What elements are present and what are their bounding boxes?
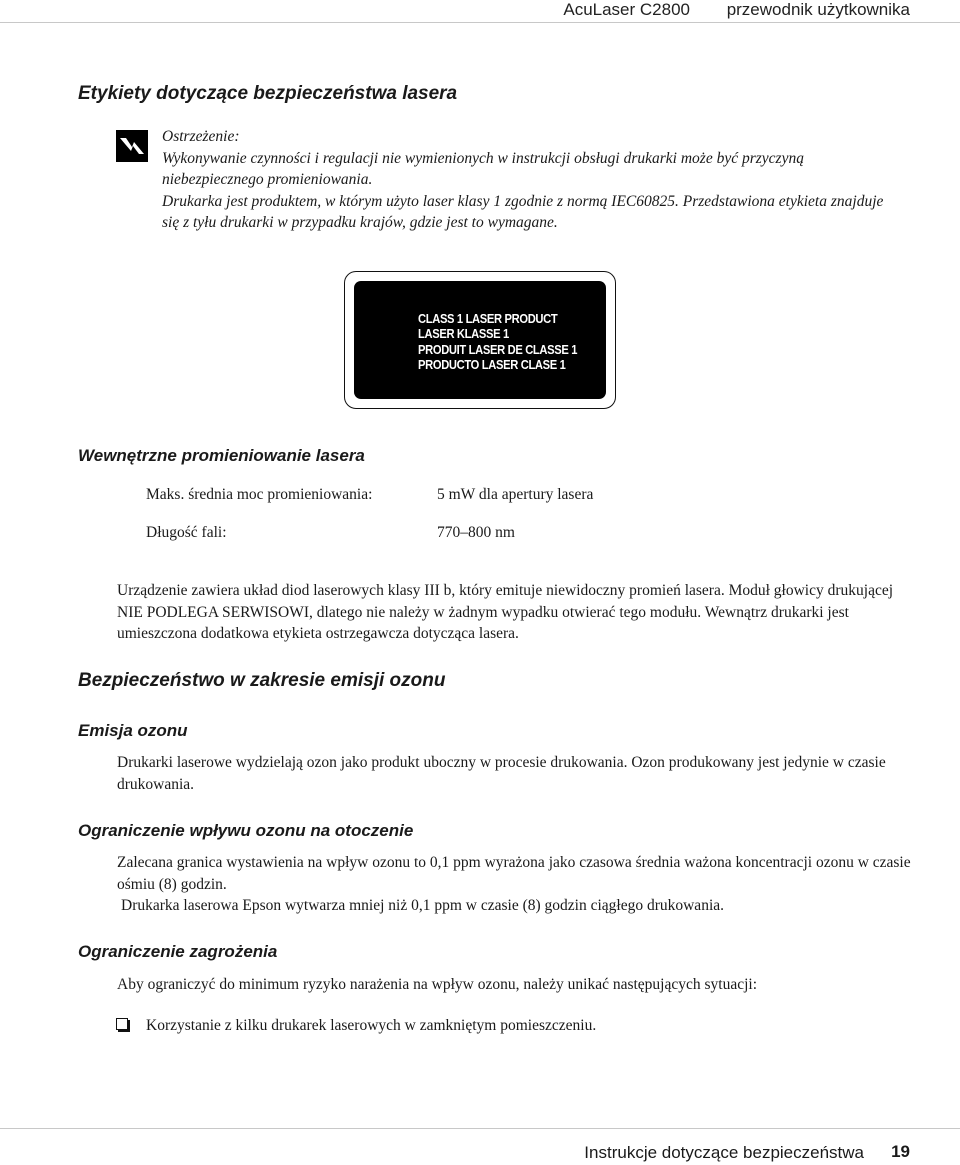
laser-class-label-text — [418, 311, 577, 372]
header-doc-title: przewodnik użytkownika — [726, 0, 910, 19]
header-product-name: AcuLaser C2800 — [563, 0, 690, 19]
warning-title: Ostrzeżenie: — [162, 128, 240, 145]
warning-text-1: Wykonywanie czynności i regulacji nie wymienionych w instrukcji obsługi drukarki może być przyczyną niebezpiecznego promieniowania. — [162, 149, 804, 188]
subsection-title-ozone-emission: Emisja ozonu — [78, 721, 188, 740]
label-line: PRODUCTO LASER CLASE 1 — [418, 356, 566, 372]
risk-list-item: Korzystanie z kilku drukarek laserowych w zamkniętym pomieszczeniu. — [146, 1017, 597, 1034]
ozone-emission-text: Drukarki laserowe wydzielają ozon jako produkt uboczny w procesie drukowania. Ozon produkowany jest jedynie w czasie drukowania. — [117, 754, 886, 793]
label-line: CLASS 1 LASER PRODUCT — [418, 311, 558, 326]
ozone-limit-text-1: Zalecana granica wystawienia na wpływ ozonu to 0,1 ppm wyrażona jako czasowa średnia ważona koncentracji ozonu w czasie ośmiu (8) godzin. — [117, 854, 911, 893]
risk-text: Aby ograniczyć do minimum ryzyko narażenia na wpływ ozonu, należy unikać następujących sytuacji: — [117, 976, 758, 993]
warning-text-2: Drukarka jest produktem, w którym użyto laser klasy 1 zgodnie z normą IEC60825. Przedstawiona etykieta znajduje się z tyłu drukarki w przypadku krajów, gdzie jest to wymagane. — [162, 192, 884, 231]
spec-label-power: Maks. średnia moc promieniowania: — [146, 486, 373, 503]
section-title-ozone: Bezpieczeństwo w zakresie emisji ozonu — [78, 670, 446, 691]
checkbox-bullet-icon — [116, 1018, 128, 1030]
page-header — [0, 0, 960, 24]
footer-section-title: Instrukcje dotyczące bezpieczeństwa — [584, 1143, 864, 1162]
spec-label-wavelength: Długość fali: — [146, 524, 227, 541]
lightning-warning-icon — [116, 130, 148, 162]
subsection-title-risk: Ograniczenie zagrożenia — [78, 942, 278, 961]
spec-value-wavelength: 770–800 nm — [437, 524, 515, 541]
warning-block — [162, 126, 902, 234]
spec-value-power: 5 mW dla apertury lasera — [437, 486, 594, 503]
section-title-laser-labels: Etykiety dotyczące bezpieczeństwa lasera — [78, 83, 458, 104]
footer-page-number: 19 — [891, 1142, 910, 1161]
section-title-internal-radiation: Wewnętrzne promieniowanie lasera — [78, 446, 365, 465]
header-divider — [0, 22, 960, 23]
internal-radiation-description: Urządzenie zawiera układ diod laserowych klasy III b, który emituje niewidoczny promień lasera. Moduł głowicy drukującej NIE PODLEGA SERWISOWI, dlatego nie należy w żadnym wypadku otwierać tego modułu. Wewnątrz drukarki jest umieszczona dodatkowa etykieta ostrzegawcza dotycząca lasera. — [117, 582, 894, 642]
label-line: PRODUIT LASER DE CLASSE 1 — [418, 341, 578, 357]
ozone-limit-text-2: Drukarka laserowa Epson wytwarza mniej niż 0,1 ppm w czasie (8) godzin ciągłego drukowania. — [121, 897, 725, 914]
label-line: LASER KLASSE 1 — [418, 326, 509, 342]
footer-divider — [0, 1128, 960, 1129]
subsection-title-ozone-limit: Ograniczenie wpływu ozonu na otoczenie — [78, 821, 414, 840]
